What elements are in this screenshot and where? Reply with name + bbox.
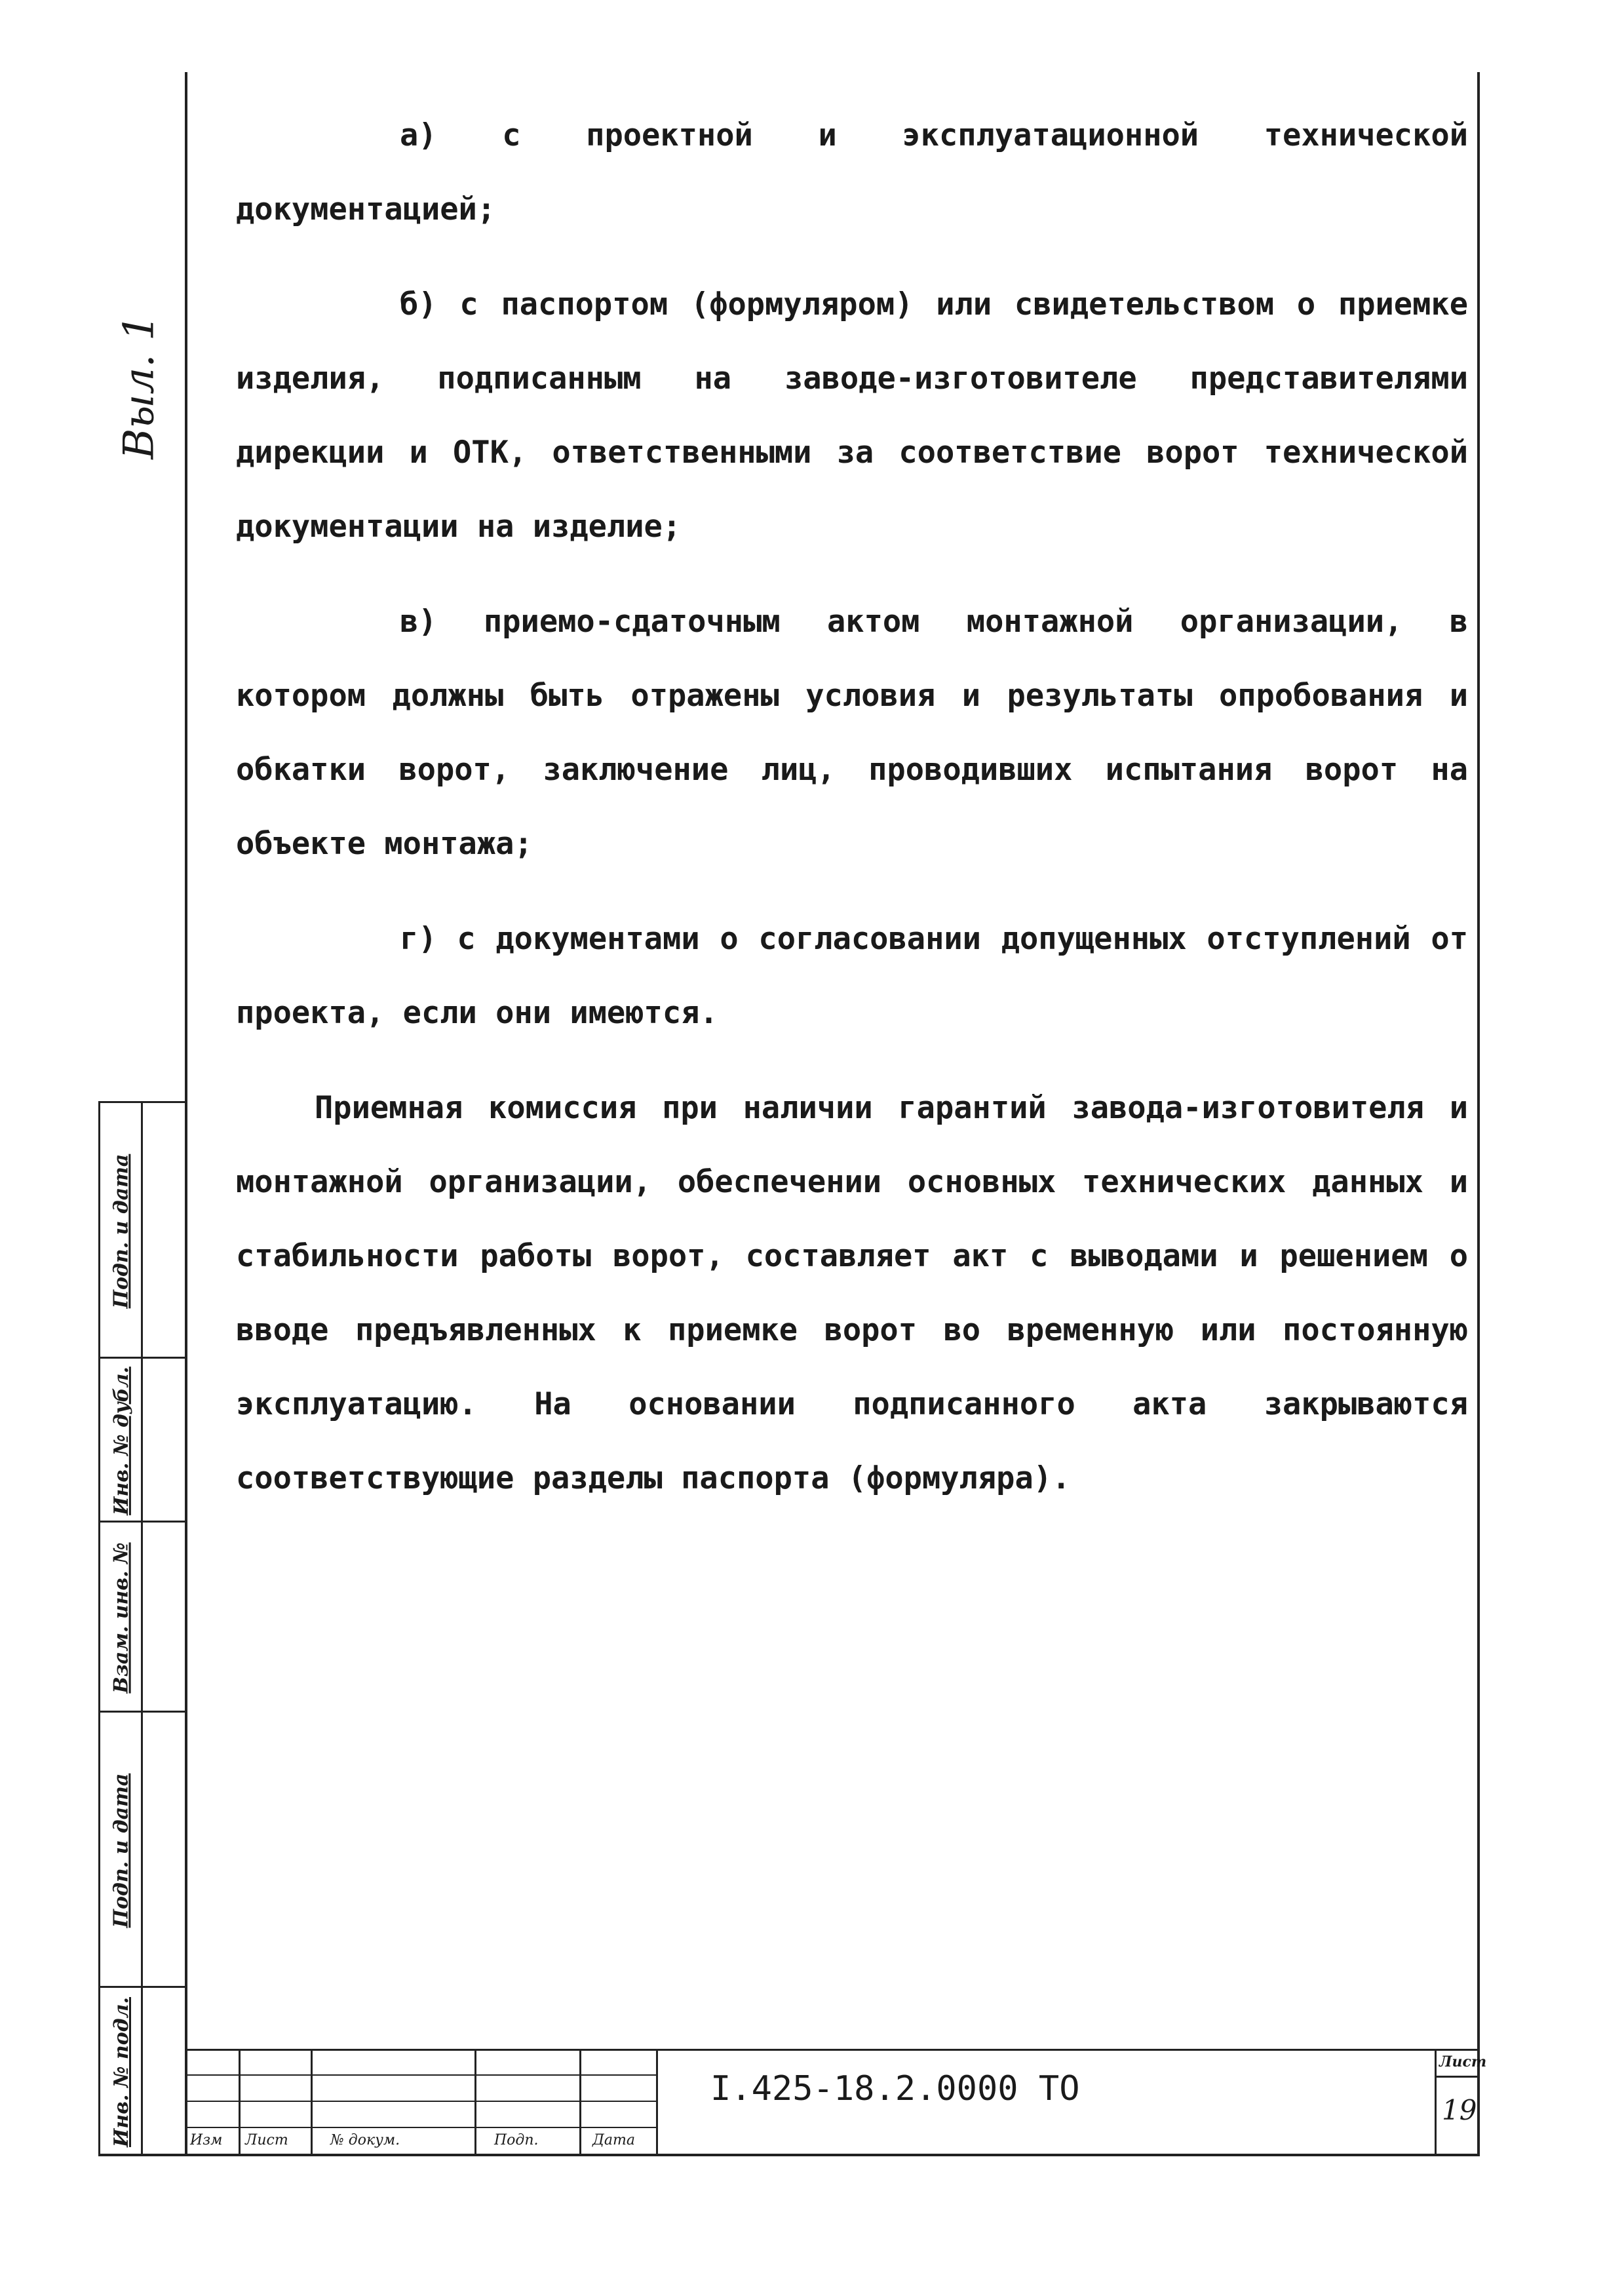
document-number: I.425-18.2.0000 ТО: [710, 2069, 1080, 2108]
revision-grid: [186, 2051, 658, 2154]
margin-cell-sign-date-1: [100, 1103, 187, 1359]
header-signature: Подп.: [494, 2132, 539, 2148]
list-item-g: г) с документами о согласовании допущенных отступлений от проекта, если они имеются.: [236, 921, 1468, 1031]
margin-label-sign-date-2: Подп. и дата: [109, 1773, 133, 1928]
margin-cell-replace-inv: [100, 1523, 187, 1713]
revision-grid-row-line: [186, 2074, 658, 2076]
frame-bottom-line: [98, 2154, 1480, 2156]
margin-label-dup-inv: Инв. № дубл.: [109, 1366, 133, 1515]
margin-label-sign-date-1: Подп. и дата: [109, 1154, 133, 1308]
handwritten-mark-text: Выл. 1: [115, 314, 164, 459]
revision-grid-row-line: [186, 2101, 658, 2102]
revision-grid-col-line: [311, 2051, 313, 2154]
margin-label-orig-inv: Инв. № подл.: [109, 1996, 133, 2147]
margin-cell-dup-inv: [100, 1359, 187, 1523]
margin-label-replace-inv: Взам. инв. №: [109, 1542, 133, 1694]
header-sheet: Лист: [245, 2132, 288, 2148]
list-item-v: в) приемо-сдаточным актом монтажной организации, в котором должны быть отражены условия и результаты опробования и обкатки ворот, заключение лиц, проводивших испытания ворот на объекте монтажа;: [236, 604, 1468, 862]
header-change: Изм: [190, 2132, 223, 2148]
frame-right-line: [1477, 72, 1480, 2156]
sheet-number: 19: [1442, 2094, 1477, 2126]
sheet-box-divider: [1437, 2076, 1477, 2078]
margin-cell-orig-inv: [100, 1988, 187, 2156]
margin-stamp: [98, 1101, 185, 2154]
revision-grid-col-line: [656, 2051, 658, 2154]
document-body: [236, 98, 1468, 1515]
list-item-b: б) с паспортом (формуляром) или свидетельством о приемке изделия, подписанным на заводе-изготовителе представителями дирекции и ОТК, ответственными за соответствие ворот технической документации на изделие;: [236, 286, 1468, 545]
list-item-a: а) с проектной и эксплуатационной технической документацией;: [236, 117, 1468, 227]
header-date: Дата: [592, 2132, 635, 2148]
revision-grid-col-line: [579, 2051, 581, 2154]
margin-cell-sign-date-2: [100, 1713, 187, 1988]
sheet-label: Лист: [1439, 2053, 1487, 2070]
commission-paragraph: Приемная комиссия при наличии гарантий завода-изготовителя и монтажной организации, обеспечении основных технических данных и стабильности работы ворот, составляет акт с выводами и решением о вводе предъявленных к приемке ворот во временную или постоянную эксплуатацию. На основании подписанного акта закрываются соответствующие разделы паспорта (формуляра).: [236, 1090, 1468, 1496]
revision-grid-col-line: [239, 2051, 241, 2154]
handwritten-mark: [110, 301, 169, 472]
revision-grid-row-line: [186, 2127, 658, 2128]
revision-grid-col-line: [474, 2051, 476, 2154]
title-block: [186, 2049, 1487, 2154]
header-doc-number: № докум.: [330, 2132, 400, 2148]
sheet-box: [1435, 2051, 1487, 2154]
